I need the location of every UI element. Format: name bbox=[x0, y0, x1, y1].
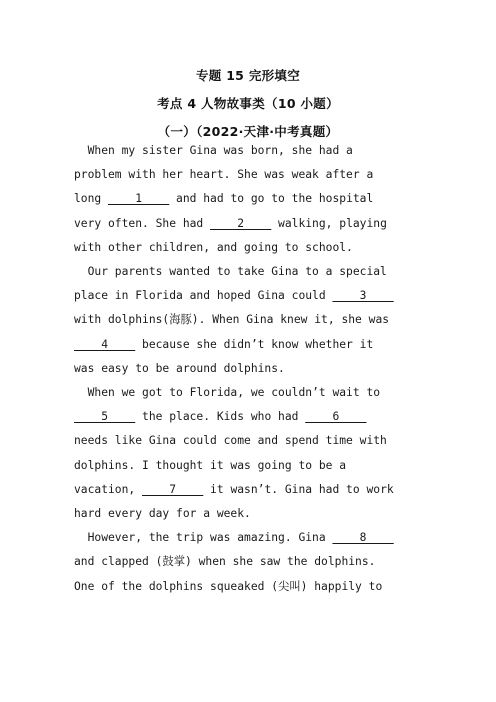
passage-line bbox=[74, 507, 251, 521]
passage-text: with other children, and going to school. bbox=[74, 240, 353, 254]
subtopic-title: 考点 4 人物故事类（10 小题） bbox=[157, 96, 339, 111]
passage-line bbox=[74, 434, 387, 448]
passage-line bbox=[74, 241, 353, 255]
passage-line bbox=[74, 144, 353, 158]
section-title: （一）（2022·天津·中考真题） bbox=[157, 124, 339, 139]
answer-blank: ____4____ bbox=[74, 337, 136, 351]
answer-blank: ____1____ bbox=[108, 192, 170, 206]
passage-text: hard every day for a week. bbox=[74, 507, 251, 520]
answer-blank: ____5____ bbox=[74, 410, 136, 424]
passage-line bbox=[74, 410, 366, 424]
answer-blank: ____7____ bbox=[142, 482, 204, 496]
answer-blank: ____8____ bbox=[332, 531, 394, 545]
passage-text: needs like Gina could come and spend time with bbox=[74, 434, 387, 448]
passage-line bbox=[74, 168, 373, 182]
passage-text: problem with her heart. She was weak after a bbox=[74, 168, 374, 182]
passage-line bbox=[74, 338, 373, 352]
passage-text: dolphins. I thought it was going to be a bbox=[74, 458, 347, 472]
passage-text: One of the dolphins squeaked (尖叫) happily to bbox=[74, 579, 383, 593]
passage-text: and clapped (鼓掌) when she saw the dolphins. bbox=[74, 555, 376, 569]
passage-text: place in Florida and hoped Gina could bbox=[74, 289, 333, 303]
passage-text: vacation, bbox=[74, 482, 143, 496]
passage-text: was easy to be around dolphins. bbox=[74, 361, 285, 375]
passage-text: the place. Kids who had bbox=[135, 410, 306, 424]
passage-line bbox=[74, 313, 389, 327]
passage-line bbox=[74, 192, 373, 206]
passage-text: walking, playing bbox=[271, 216, 387, 230]
passage-text: However, the trip was amazing. Gina bbox=[74, 531, 333, 545]
passage-line bbox=[74, 386, 380, 400]
passage-text: and had to go to the hospital bbox=[169, 192, 374, 206]
answer-blank: ____3____ bbox=[332, 289, 394, 303]
passage-text: because she didn’t know whether it bbox=[135, 337, 374, 351]
passage-text: Our parents wanted to take Gina to a special bbox=[74, 265, 387, 278]
passage-text: long bbox=[74, 192, 109, 206]
passage-line bbox=[74, 217, 387, 231]
answer-blank: ____6____ bbox=[305, 410, 367, 424]
passage-line bbox=[74, 580, 382, 594]
passage-line bbox=[74, 265, 387, 279]
passage-line bbox=[74, 531, 394, 545]
passage-line bbox=[74, 289, 394, 303]
passage-line bbox=[74, 555, 375, 569]
answer-blank: ____2____ bbox=[210, 216, 272, 230]
passage-line bbox=[74, 459, 346, 473]
passage-text: When we got to Florida, we couldn’t wait to bbox=[74, 386, 381, 399]
passage-line bbox=[74, 362, 285, 376]
passage-text: When my sister Gina was born, she had a bbox=[74, 144, 353, 157]
passage-line bbox=[74, 483, 394, 497]
passage-text: it wasn’t. Gina had to work bbox=[203, 482, 394, 496]
passage-text: with dolphins(海豚). When Gina knew it, she was bbox=[74, 313, 390, 327]
passage-text: very often. She had bbox=[74, 216, 211, 230]
topic-title: 专题 15 完形填空 bbox=[195, 68, 301, 83]
